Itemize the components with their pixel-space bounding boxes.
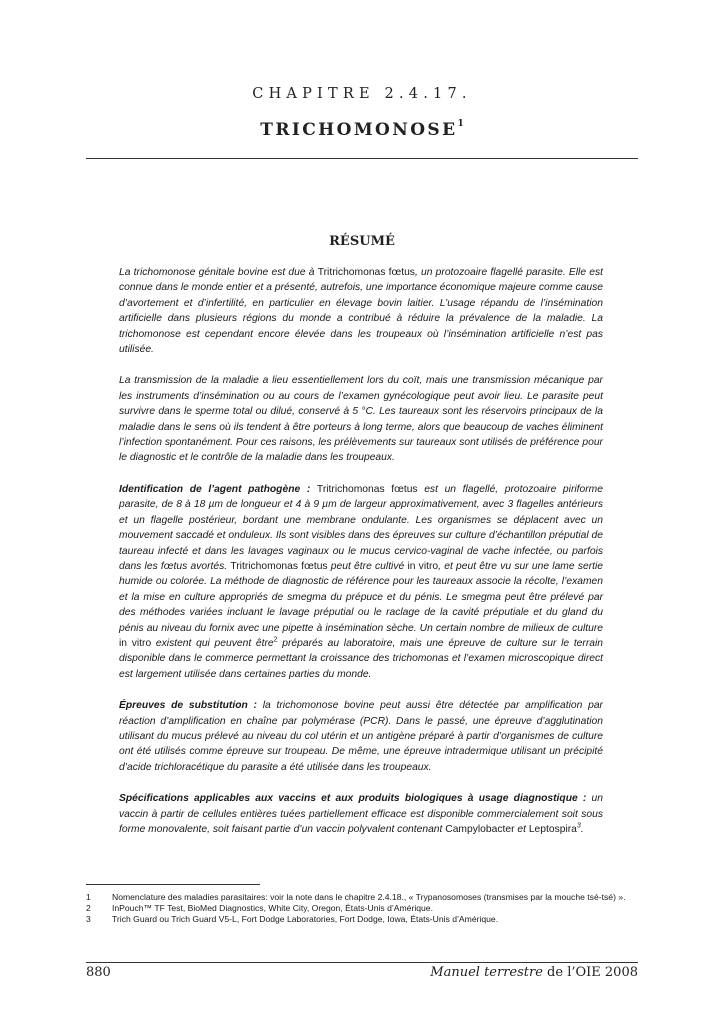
summary-paragraph-5 bbox=[119, 791, 603, 837]
species-name: Tritrichomonas fœtus bbox=[230, 560, 328, 572]
text-span: . bbox=[580, 824, 584, 835]
text-span: est un flagellé, protozoaire piriforme parasite, de 8 à 18 µm de longueur et 4 à 9 µm de largeur approximativement, avec 3 flagelles antérieurs et un flagelle postérieur, bordant une membrane ondulante. Les organismes se déplacent avec un mouvement saccadé et onduleux. Ils sont visibles dans des épreuves sur culture d’échantillon préputial de taureau infecté et dans les lavages vaginaux ou le mucus cervico-vaginal de vache infectée, ou parfois dans les fœtus avortés. bbox=[119, 483, 603, 572]
chapter-number: CHAPITRE 2.4.17. bbox=[252, 86, 472, 102]
paragraph-label: Identification de l’agent pathogène : bbox=[119, 483, 311, 495]
paragraph-label: Épreuves de substitution : bbox=[119, 700, 257, 712]
latin-term: in vitro bbox=[407, 560, 439, 572]
text-span: la trichomonose bovine peut aussi être détectée par amplification par réaction d’amplification en chaîne par polymérase (PCR). Dans le passé, une épreuve d’agglutination utilisant du mucus prélevé au niveau du col utérin et un antigène préparé à partir d’organismes de culture ont été utilisés comme épreuve sur troupeau. De même, une épreuve intradermique utilisant un précipité d’acide trichloracétique du parasite a été utilisée dans les troupeaux. bbox=[119, 700, 603, 773]
text-span: La trichomonose génitale bovine est due à bbox=[119, 267, 318, 278]
manual-title: Manuel terrestre bbox=[430, 965, 543, 980]
text-span: préparés au laboratoire, mais une épreuve de culture sur le terrain disponible dans le commerce permettant la croissance des trichomonas et l’examen microscopique direct est largement utilisée dans certaines parties du monde. bbox=[119, 637, 604, 680]
genus-name: Campylobacter bbox=[445, 824, 515, 835]
text-span: existent qui peuvent être bbox=[151, 637, 274, 649]
latin-term: in vitro bbox=[119, 637, 152, 649]
footer-rule bbox=[86, 962, 638, 963]
publication-name bbox=[430, 965, 638, 980]
text-span: , un protozoaire flagellé parasite. Elle est connue dans le monde entier et a présenté, autrefois, une importance économique majeure comme cause d’avortement et d’infertilité, en particulier en élevage bovin laitier. L’usage répandu de l’insémination artificielle dans plusieurs régions du monde a contribué à réduire la prévalence de la maladie. La trichomonose est cependant encore élevée dans les troupeaux où l’insémination artificielle n’est pas utilisée. bbox=[119, 267, 603, 356]
genus-name: Leptospira bbox=[528, 824, 577, 835]
summary-paragraph-3 bbox=[119, 482, 603, 682]
species-name: Tritrichomonas fœtus bbox=[316, 483, 418, 495]
summary-body bbox=[119, 265, 603, 853]
title-footnote-ref[interactable]: 1 bbox=[457, 119, 464, 130]
page-number: 880 bbox=[86, 965, 111, 980]
summary-paragraph-2: La transmission de la maladie a lieu essentiellement lors du coït, mais une transmission mécanique par les instruments d’insémination ou au cours de l’examen gynécologique peut avoir lieu. Le parasite peut survivre dans le sperme total ou dilué, conservé à 5 °C. Les taureaux sont les réservoirs principaux de la maladie dans le sens où ils tendent à être porteurs à long terme, alors que beaucoup de vaches éliminent l’infection spontanément. Pour ces raisons, les prélèvements sur taureaux sont utilisés de préférence pour le diagnostic et le contrôle de la maladie dans les troupeaux. bbox=[119, 375, 603, 464]
footnote-text: Nomenclature des maladies parasitaires: voir la note dans le chapitre 2.4.18., « Trypanosomoses (transmises par la mouche tsé-tsé) ». bbox=[112, 892, 626, 902]
footnote-number: 3 bbox=[86, 914, 91, 924]
footnote-text: InPouch™ TF Test, BioMed Diagnostics, White City, Oregon, États-Unis d’Amérique. bbox=[112, 903, 433, 913]
manual-rest: de l’OIE 2008 bbox=[542, 965, 638, 980]
page-title bbox=[0, 120, 724, 140]
footnote-number: 1 bbox=[86, 892, 91, 902]
footnote-ref-3[interactable]: 3 bbox=[576, 822, 581, 830]
footnote-text: Trich Guard ou Trich Guard V5-L, Fort Dodge Laboratories, Fort Dodge, Iowa, États-Unis d’Amérique. bbox=[112, 914, 499, 924]
footnote-2 bbox=[86, 903, 638, 914]
text-span: un vaccin à partir de cellules entières tuées partiellement efficace est disponible commercialement soit sous forme monovalente, soit faisant partie d’un vaccin polyvalent contenant bbox=[119, 793, 603, 835]
text-span: peut être cultivé bbox=[327, 560, 408, 572]
text-span: et bbox=[514, 824, 529, 835]
summary-paragraph-4 bbox=[119, 698, 603, 775]
footnote-number: 2 bbox=[86, 903, 91, 913]
header-rule bbox=[86, 158, 638, 159]
text-span: , et peut être vu sur une lame sertie humide ou colorée. La méthode de diagnostic de référence pour les taureaux associe la récolte, l’examen et la mise en culture appropriés de smegma du prépuce et du pénis. Le smegma peut être prélevé par des méthodes variées incluant le lavage préputial ou le raclage de la cavité préputiale et du gland du pénis au niveau du fornix avec une pipette à insémination sèche. Un certain nombre de milieux de culture bbox=[119, 560, 603, 634]
footnote-separator bbox=[86, 884, 260, 885]
footnote-3 bbox=[86, 914, 638, 925]
footnote-ref-2[interactable]: 2 bbox=[273, 636, 278, 644]
footnote-1 bbox=[86, 892, 638, 903]
footnotes bbox=[86, 892, 638, 925]
species-name: Tritrichomonas fœtus bbox=[317, 267, 415, 278]
summary-heading: RÉSUMÉ bbox=[329, 234, 395, 249]
title-text: TRICHOMONOSE bbox=[260, 120, 458, 140]
summary-paragraph-1 bbox=[119, 265, 603, 357]
paragraph-label: Spécifications applicables aux vaccins et aux produits biologiques à usage diagnostique : bbox=[119, 793, 587, 805]
